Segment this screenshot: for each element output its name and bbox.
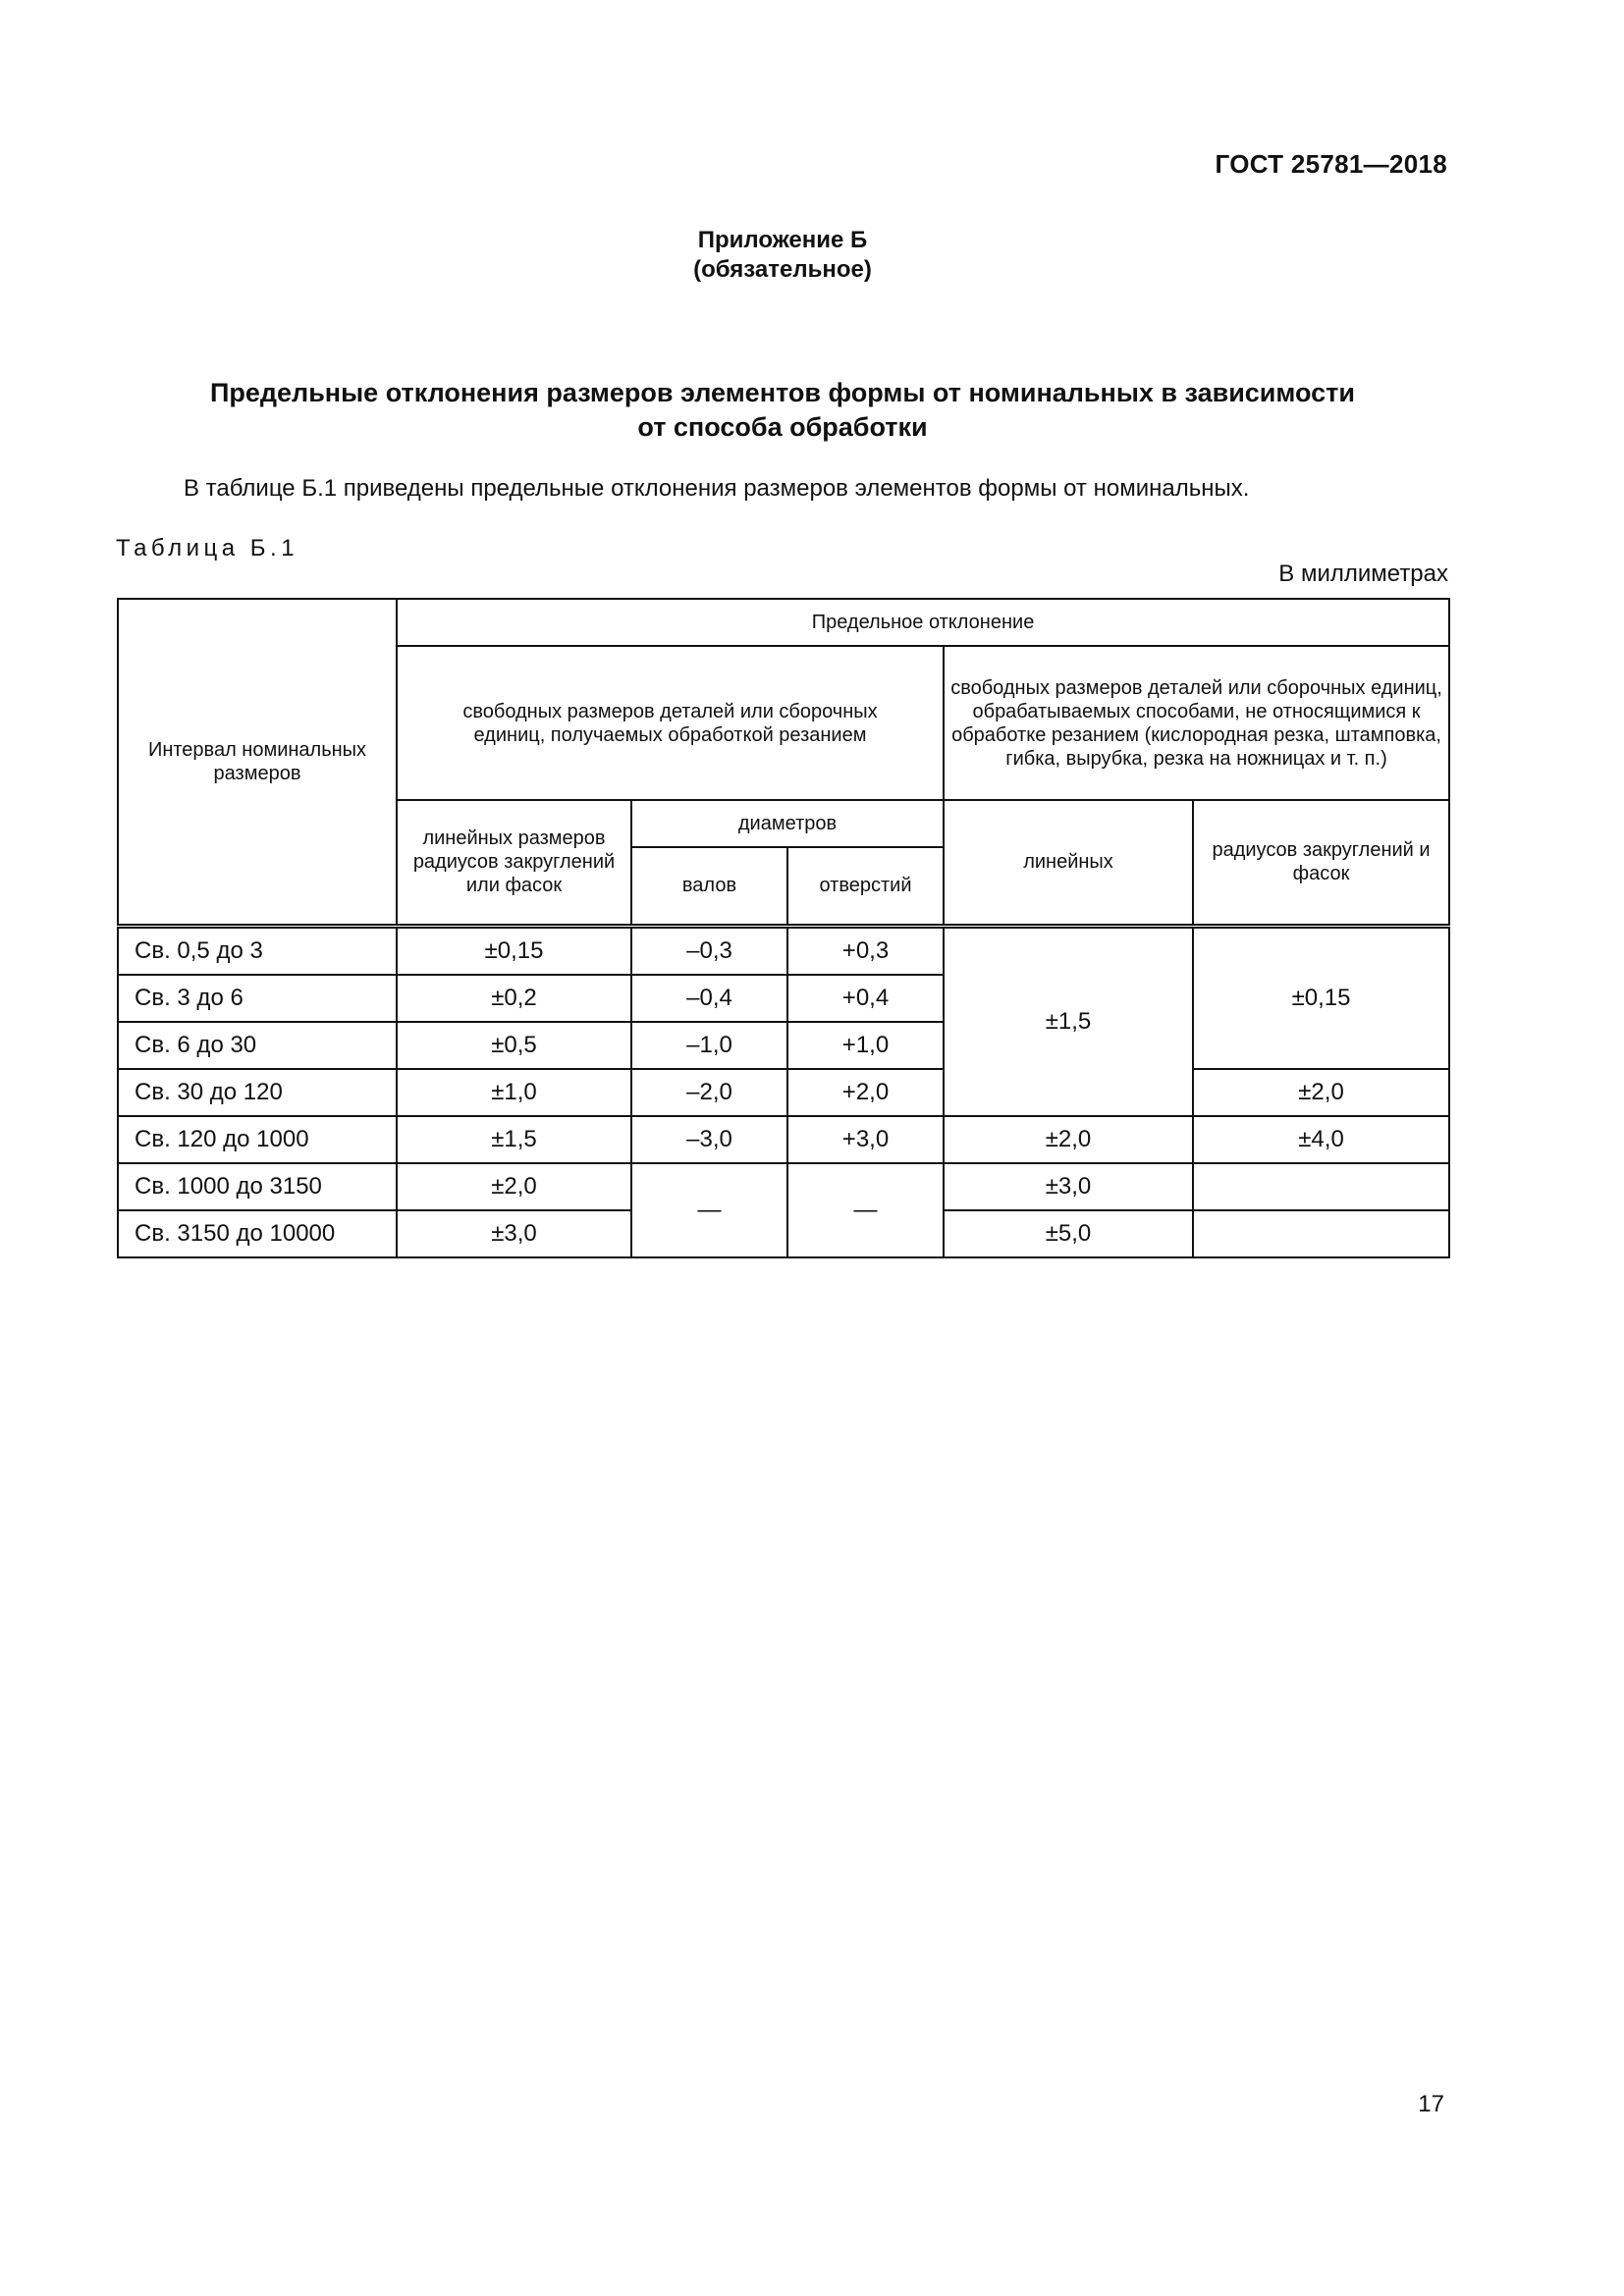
cell-radii: ±2,0	[1193, 1069, 1449, 1116]
cell-linear-radii: ±0,2	[397, 975, 631, 1022]
cell-holes: +3,0	[787, 1116, 944, 1163]
appendix-status: (обязательное)	[693, 256, 872, 283]
cell-interval: Св. 30 до 120	[118, 1069, 397, 1116]
cell-interval: Св. 1000 до 3150	[118, 1163, 397, 1210]
heading-line-1: Предельные отклонения размеров элементов формы от номинальных в зависимости	[209, 378, 1355, 407]
cell-holes: +0,4	[787, 975, 944, 1022]
cell-radii	[1193, 1163, 1449, 1210]
table-label: Таблица Б.1	[116, 535, 299, 561]
appendix-heading	[118, 376, 1447, 445]
header-interval: Интервал номинальных размеров	[118, 599, 397, 926]
appendix-title: Приложение Б	[697, 227, 868, 253]
cell-shafts: –0,3	[631, 926, 787, 975]
cell-shafts: –2,0	[631, 1069, 787, 1116]
header-holes: отверстий	[787, 847, 944, 926]
cell-linear: ±3,0	[944, 1163, 1193, 1210]
header-radii-chamfers: радиусов закруглений и фасок	[1193, 800, 1449, 926]
table-row	[118, 1163, 1449, 1210]
appendix-header	[0, 226, 1565, 285]
cell-linear-radii: ±2,0	[397, 1163, 631, 1210]
cell-interval: Св. 120 до 1000	[118, 1116, 397, 1163]
table-row	[118, 1116, 1449, 1163]
cell-holes: +0,3	[787, 926, 944, 975]
cell-radii-merged: ±0,15	[1193, 926, 1449, 1069]
cell-linear-merged: ±1,5	[944, 926, 1193, 1116]
cell-linear: ±5,0	[944, 1210, 1193, 1257]
cell-interval: Св. 3 до 6	[118, 975, 397, 1022]
header-linear: линейных	[944, 800, 1193, 926]
header-shafts: валов	[631, 847, 787, 926]
cell-shafts: –1,0	[631, 1022, 787, 1069]
standard-number: ГОСТ 25781—2018	[1215, 149, 1447, 179]
header-noncutting: свободных размеров деталей или сборочных единиц, обрабатываемых способами, не относящимися к обработке резанием (кислородная резка, штамповка, гибка, вырубка, резка на ножницах и т. п.)	[944, 646, 1449, 800]
header-linear-radii: линейных размеров радиусов закруглений или фасок	[397, 800, 631, 926]
cell-radii: ±4,0	[1193, 1116, 1449, 1163]
header-diameters: диаметров	[631, 800, 944, 847]
cell-shafts: –3,0	[631, 1116, 787, 1163]
cell-interval: Св. 6 до 30	[118, 1022, 397, 1069]
cell-interval: Св. 0,5 до 3	[118, 926, 397, 975]
cell-linear-radii: ±1,0	[397, 1069, 631, 1116]
heading-line-2: от способа обработки	[637, 412, 928, 442]
deviation-table	[117, 598, 1450, 1258]
header-deviation: Предельное отклонение	[397, 599, 1449, 646]
page-number: 17	[1418, 2091, 1444, 2117]
cell-linear-radii: ±0,15	[397, 926, 631, 975]
intro-paragraph: В таблице Б.1 приведены предельные отклонения размеров элементов формы от номинальных.	[184, 475, 1250, 502]
cell-linear-radii: ±0,5	[397, 1022, 631, 1069]
table-row	[118, 926, 1449, 975]
cell-linear-radii: ±1,5	[397, 1116, 631, 1163]
header-cutting: свободных размеров деталей или сборочных единиц, получаемых обработкой резанием	[397, 646, 944, 800]
cell-radii	[1193, 1210, 1449, 1257]
table-units: В миллиметрах	[1278, 561, 1448, 587]
cell-shafts-dash: —	[631, 1163, 787, 1257]
table-row	[118, 1069, 1449, 1116]
cell-holes-dash: —	[787, 1163, 944, 1257]
cell-holes: +1,0	[787, 1022, 944, 1069]
cell-linear: ±2,0	[944, 1116, 1193, 1163]
cell-holes: +2,0	[787, 1069, 944, 1116]
cell-interval: Св. 3150 до 10000	[118, 1210, 397, 1257]
cell-linear-radii: ±3,0	[397, 1210, 631, 1257]
cell-shafts: –0,4	[631, 975, 787, 1022]
